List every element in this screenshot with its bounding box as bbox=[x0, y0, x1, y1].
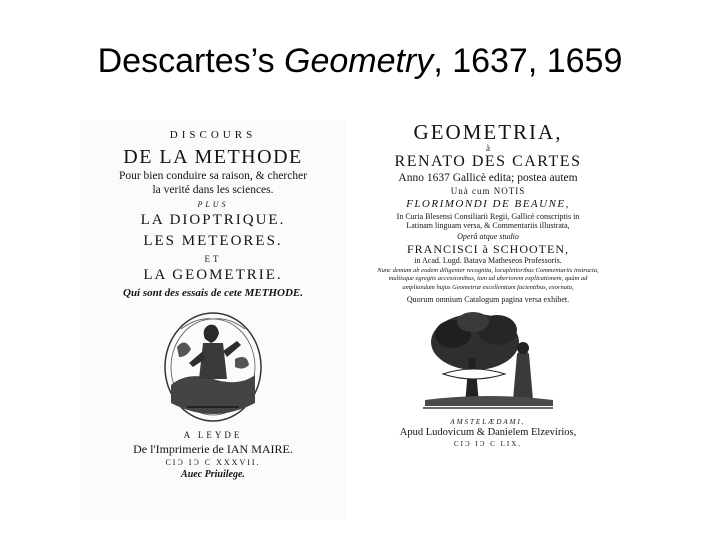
right-line-9: Operâ atque studio bbox=[457, 231, 519, 241]
right-line-13: Quorum omnium Catalogum pagina versa exhibet. bbox=[406, 294, 570, 304]
left-line-9: LA GEOMETRIE. bbox=[143, 267, 283, 283]
right-line-14: AMSTELÆDAMI, bbox=[450, 417, 526, 426]
left-line-10: Qui sont des essais de cete METHODE. bbox=[123, 287, 303, 299]
left-line-2: DE LA METHODE bbox=[123, 146, 303, 168]
right-line-8: Latinam linguam versa, & Commentariis illustrata, bbox=[406, 220, 570, 230]
left-line-6: LA DIOPTRIQUE. bbox=[140, 212, 286, 228]
right-line-16: CIƆ IƆ C LIX. bbox=[454, 440, 522, 449]
right-line-4: Anno 1637 Gallicè edita; postea autem bbox=[398, 172, 578, 184]
right-line-5: Unà cum NOTIS bbox=[450, 185, 526, 196]
left-line-8: ET bbox=[204, 254, 222, 264]
left-line-4: la verité dans les sciences. bbox=[152, 183, 274, 196]
right-line-2: à bbox=[486, 143, 490, 153]
left-line-7: LES METEORES. bbox=[143, 233, 283, 249]
slide-title bbox=[0, 42, 720, 81]
left-line-11: A LEYDE bbox=[183, 430, 243, 440]
left-line-13: CIƆ IƆ C XXXVII. bbox=[165, 458, 261, 467]
right-line-3: RENATO DES CARTES bbox=[394, 153, 582, 170]
right-line-11: in Acad. Lugd. Batava Matheseos Professoris. bbox=[414, 255, 562, 265]
printer-emblem-illustration bbox=[157, 307, 269, 425]
right-line-6: FLORIMONDI DE BEAUNE, bbox=[406, 197, 570, 210]
right-line-1: GEOMETRIA, bbox=[413, 120, 563, 144]
right-line-10: FRANCISCI à SCHOOTEN, bbox=[406, 241, 569, 256]
right-line-7: In Curia Blesensi Consiliarii Regii, Gallicè conscriptis in bbox=[396, 211, 580, 221]
slide-title-italic: Geometry bbox=[284, 42, 434, 80]
left-line-14: Auec Priuilege. bbox=[181, 469, 245, 480]
right-line-15: Apud Ludovicum & Danielem Elzevirios, bbox=[399, 426, 577, 438]
slide-title-prefix: Descartes’s bbox=[97, 42, 285, 80]
elzevir-tree-emblem-illustration bbox=[413, 308, 563, 418]
left-line-1: DISCOURS bbox=[169, 129, 257, 141]
right-line-12: Nunc demum ab eodem diligenter recognita, locupletioribus Commentariis instructa, multisque egregiis accessionibus, tam ad uberiorem explicationem, quàm ad ampliandam hujus Geometriæ excellentiam facientibus, exornata, bbox=[377, 266, 599, 292]
slide-title-suffix: , 1637, 1659 bbox=[433, 42, 623, 80]
left-line-3: Pour bien conduire sa raison, & chercher bbox=[118, 170, 308, 182]
left-line-5: PLUS bbox=[197, 200, 229, 209]
left-line-12: De l'Imprimerie de IAN MAIRE. bbox=[133, 442, 293, 456]
title-page-1659 bbox=[360, 112, 616, 530]
title-page-1637 bbox=[80, 120, 346, 520]
